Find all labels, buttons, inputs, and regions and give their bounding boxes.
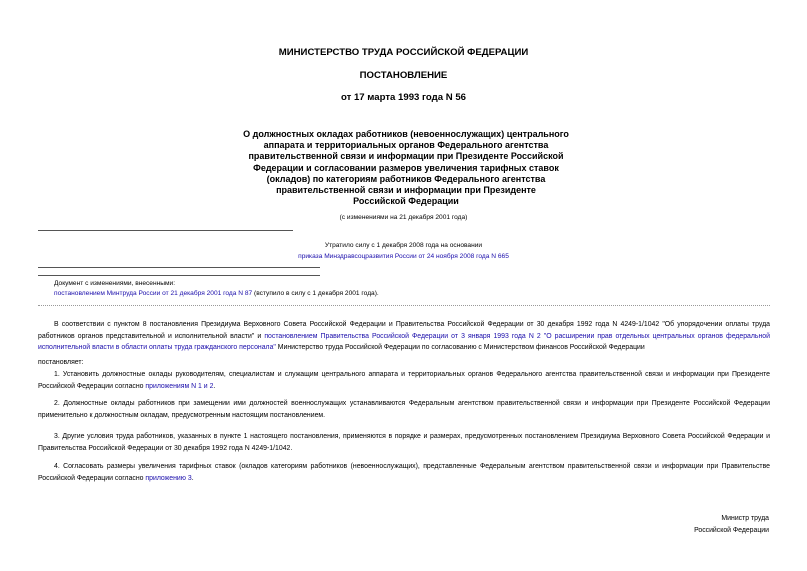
government-resolution-link[interactable]: постановлением Правительства Российской Федерации от 3 января 1993 года N 2 "О расширении прав отдельных центральных органов федеральной исполнительной власти в области оплаты труда гражданского персонала": [38, 332, 770, 352]
document-type: ПОСТАНОВЛЕНИЕ: [359, 70, 448, 81]
divider: [38, 267, 320, 268]
item-3: 3. Другие условия труда работников, указанных в пункте 1 настоящего постановления, применяются в порядке и размерах, предусмотренных постановлением Президиума Верховного Совета Российской Федерации и Правительства Российской Федерации от 30 декабря 1992 года N 4249-1/1042.: [38, 433, 770, 452]
changes-block: [54, 290, 379, 297]
document-title: [236, 129, 576, 207]
changes-link[interactable]: постановлением Минтруда России от 21 декабря 2001 года N 87: [54, 290, 253, 297]
divider: [38, 230, 293, 231]
expiry-order-link[interactable]: приказа Минздравсоцразвития России от 24 ноября 2008 года N 665: [298, 253, 509, 260]
item-1-end: .: [213, 382, 216, 390]
item-4: [38, 461, 770, 484]
ministry-heading: МИНИСТЕРСТВО ТРУДА РОССИЙСКОЙ ФЕДЕРАЦИИ: [278, 47, 529, 58]
title-line: (окладов) по категориям работников Федерального агентства: [266, 173, 546, 184]
amendment-note: (с изменениями на 21 декабря 2001 года): [339, 214, 468, 221]
resolves-label: постановляет:: [38, 359, 84, 366]
item-2: 2. Должностные оклады работников при замещении ими должностей военнослужащих устанавливаются Федеральным агентством правительственной связи и информации при Президенте Российской Федерации применительно к должностным окладам, предусмотренным настоящим постановлением.: [38, 400, 770, 419]
signature-org: Российской Федерации: [694, 527, 769, 534]
item-1: [38, 369, 770, 392]
title-line: О должностных окладах работников (невоеннослужащих) центрального: [243, 129, 569, 139]
divider: [38, 305, 770, 306]
expiry-note: Утратило силу с 1 декабря 2008 года на основании: [324, 242, 483, 249]
title-line: Федерации и согласовании размеров увеличения тарифных ставок: [253, 162, 559, 173]
signature-title: Министр труда: [721, 515, 769, 522]
document-date-number: от 17 марта 1993 года N 56: [340, 92, 467, 103]
changes-suffix: (вступило в силу с 1 декабря 2001 года).: [252, 290, 379, 297]
preamble-text: В соответствии с пунктом 8 постановления Президиума Верховного Совета Российской Федерации и Правительства Российской Федерации от 30 декабря 1992 года N 4249-1/1042 "Об упорядочении оплаты труда работников органов представительной и исполнительной власти" и: [38, 321, 770, 340]
title-line: правительственной связи и информации при Президенте Российской: [248, 151, 564, 162]
item-4-end: .: [191, 474, 194, 482]
signature-block: [694, 513, 769, 537]
preamble-paragraph: [38, 319, 770, 354]
item-4-text: 4. Согласовать размеры увеличения тарифных ставок (окладов категориям работников (невоеннослужащих), представленные Федеральным агентством правительственной связи и информации при Правительстве Российской Федерации согласно: [38, 463, 770, 482]
title-line: аппарата и территориальных органов Федерального агентства: [263, 140, 549, 151]
appendix-1-2-link[interactable]: приложениям N 1 и 2: [145, 382, 214, 390]
appendix-3-link[interactable]: приложению 3: [145, 474, 192, 482]
changes-label: Документ с изменениями, внесенными:: [54, 280, 176, 287]
item-1-text: 1. Установить должностные оклады руководителям, специалистам и служащим центрального аппарата и территориальных органов Федерального агентства правительственной связи и информации при Президенте Российской Федерации согласно: [38, 371, 770, 390]
title-line: Российской Федерации: [353, 196, 459, 207]
title-line: правительственной связи и информации при Президенте: [276, 185, 536, 196]
preamble-text-end: Министерство труда Российской Федерации по согласованию с Министерством финансов Российской Федерации: [275, 344, 645, 352]
divider: [38, 275, 320, 276]
